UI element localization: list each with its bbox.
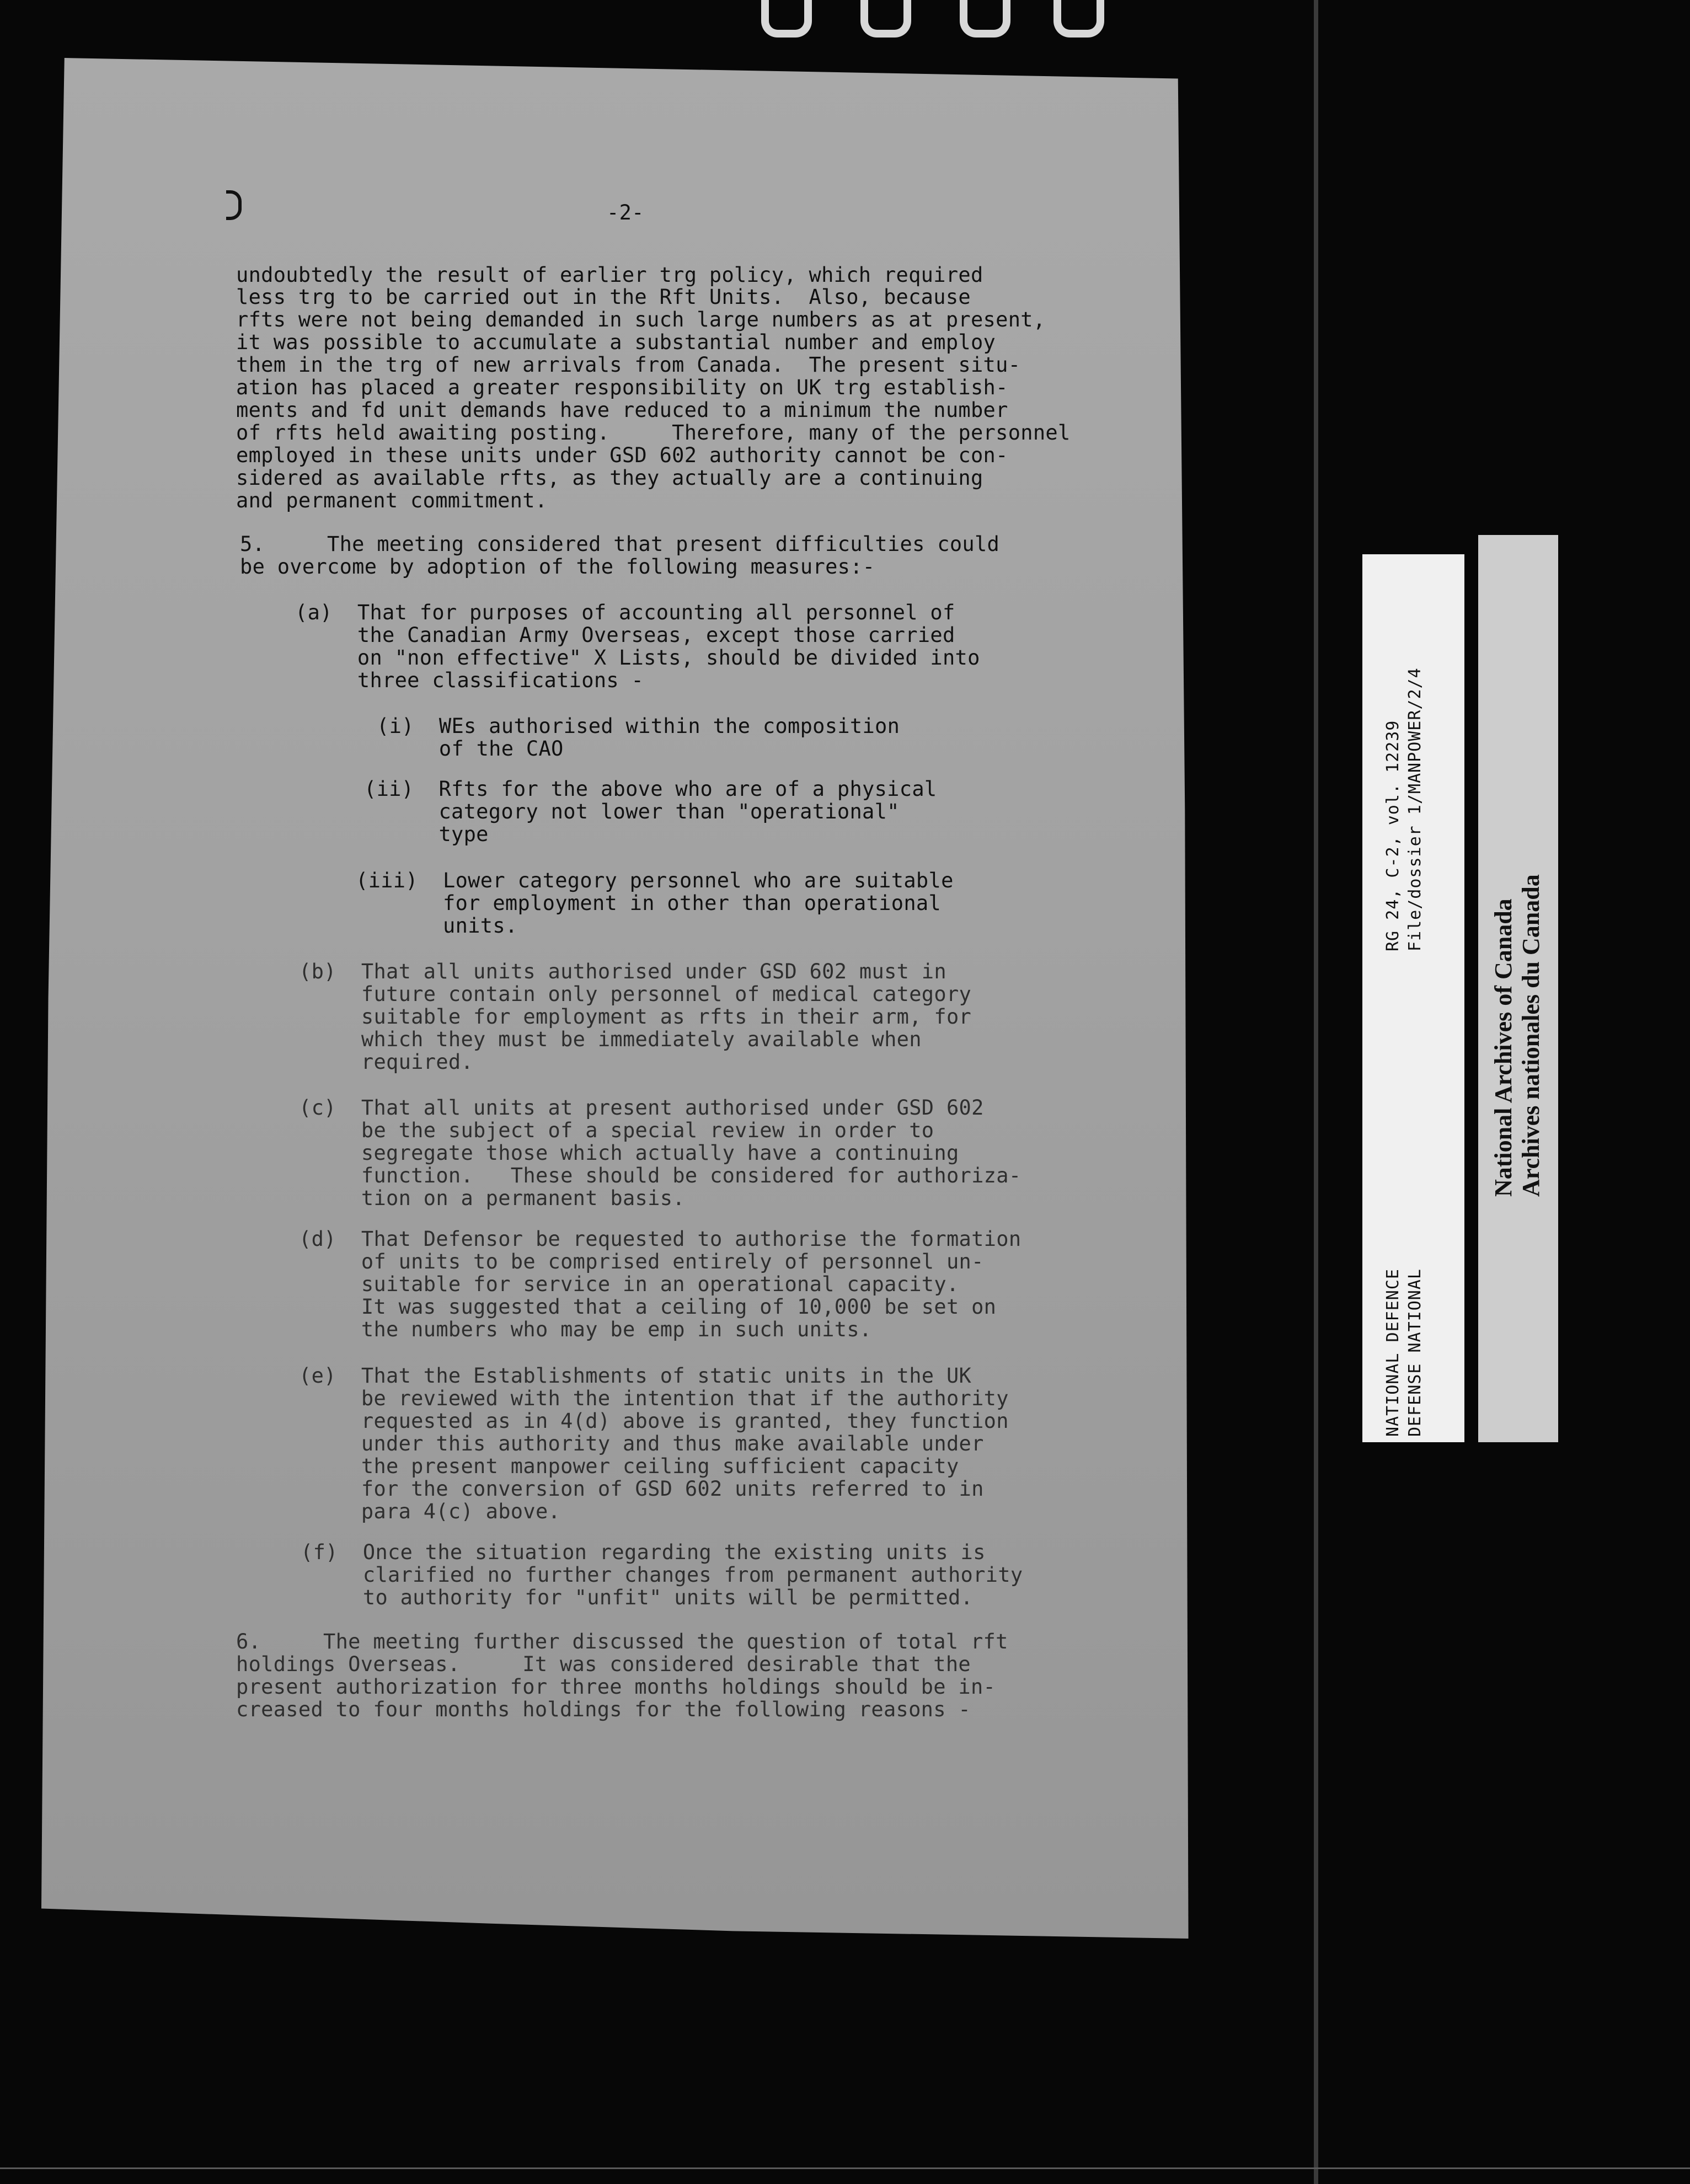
document-line: (d) That Defensor be requested to authorise the formation [299, 1227, 1022, 1251]
document-line: ments and fd unit demands have reduced to a minimum the number [236, 398, 1008, 422]
document-line: (e) That the Establishments of static units in the UK [299, 1364, 972, 1388]
document-line: creased to four months holdings for the following reasons - [236, 1698, 971, 1721]
margin-mark [226, 190, 242, 220]
document-line: suitable for employment as rfts in their arm, for [299, 1005, 972, 1029]
document-line: for employment in other than operational [356, 891, 942, 915]
document-line: requested as in 4(d) above is granted, they function [299, 1409, 1009, 1433]
document-line: be the subject of a special review in order to [299, 1118, 934, 1142]
document-line: them in the trg of new arrivals from Canada. The present situ- [236, 353, 1021, 377]
document-line: be overcome by adoption of the following measures:- [240, 555, 875, 579]
document-line: (a) That for purposes of accounting all personnel of [295, 601, 955, 624]
top-frame-marks [761, 0, 1114, 39]
document-line: the Canadian Army Overseas, except those carried [295, 623, 955, 647]
document-line: (b) That all units authorised under GSD 602 must in [299, 960, 946, 983]
document-line: on "non effective" X Lists, should be divided into [295, 646, 980, 670]
archive-reference-label [1362, 554, 1464, 1442]
document-line: three classifications - [295, 668, 644, 692]
document-line: and permanent commitment. [236, 489, 548, 512]
document-line: of units to be comprised entirely of personnel un- [299, 1250, 984, 1273]
document-line: the present manpower ceiling sufficient capacity [299, 1454, 959, 1478]
document-line: present authorization for three months holdings should be in- [236, 1675, 996, 1699]
document-line: undoubtedly the result of earlier trg policy, which required [236, 263, 983, 287]
document-line: (i) WEs authorised within the composition [377, 714, 900, 738]
page-number: -2- [607, 201, 644, 224]
document-line: tion on a permanent basis. [299, 1186, 685, 1210]
archives-name-english: National Archives of Canada [1490, 898, 1517, 1197]
document-line: (ii) Rfts for the above who are of a physical [364, 777, 937, 801]
document-line: it was possible to accumulate a substantial number and employ [236, 330, 996, 354]
document-line: holdings Overseas. It was considered desirable that the [236, 1652, 971, 1676]
archives-name-french: Archives nationales du Canada [1517, 874, 1544, 1197]
document-line: of the CAO [377, 737, 564, 761]
document-line: suitable for service in an operational capacity. [299, 1272, 959, 1296]
reference-line-1: RG 24, C-2, vol. 12239 [1383, 720, 1403, 951]
document-line: to authority for "unfit" units will be permitted. [301, 1586, 974, 1609]
film-edge-line [1314, 0, 1318, 2184]
document-line: (c) That all units at present authorised under GSD 602 [299, 1096, 984, 1120]
document-line: (f) Once the situation regarding the existing units is [301, 1540, 986, 1564]
document-line: It was suggested that a ceiling of 10,000 be set on [299, 1295, 997, 1319]
document-line: required. [299, 1050, 474, 1074]
document-line: rfts were not being demanded in such large numbers as at present, [236, 308, 1046, 331]
document-line: sidered as available rfts, as they actually are a continuing [236, 466, 983, 490]
document-line: 5. The meeting considered that present difficulties could [240, 532, 1000, 556]
document-line: (iii) Lower category personnel who are suitable [356, 869, 954, 892]
film-bottom-edge [0, 2167, 1690, 2169]
document-line: for the conversion of GSD 602 units referred to in [299, 1477, 984, 1501]
document-line: segregate those which actually have a continuing [299, 1141, 959, 1165]
document-line: type [364, 822, 489, 846]
document-line: future contain only personnel of medical category [299, 982, 972, 1006]
document-line: category not lower than "operational" [364, 800, 900, 823]
document-line: of rfts held awaiting posting. Therefore, many of the personnel [236, 421, 1071, 445]
document-line: clarified no further changes from permanent authority [301, 1563, 1023, 1587]
document-line: which they must be immediately available when [299, 1027, 922, 1051]
department-line-2: DEFENSE NATIONAL [1405, 1268, 1425, 1437]
document-line: employed in these units under GSD 602 authority cannot be con- [236, 443, 1008, 467]
document-line: under this authority and thus make available under [299, 1432, 984, 1455]
document-line: less trg to be carried out in the Rft Units. Also, because [236, 285, 971, 309]
document-line: para 4(c) above. [299, 1500, 561, 1523]
document-line: units. [356, 914, 518, 938]
document-line: 6. The meeting further discussed the question of total rft [236, 1630, 1008, 1653]
document-line: ation has placed a greater responsibility on UK trg establish- [236, 376, 1008, 399]
document-line: function. These should be considered for authoriza- [299, 1164, 1022, 1187]
reference-line-2: File/dossier 1/MANPOWER/2/4 [1405, 667, 1425, 951]
department-line-1: NATIONAL DEFENCE [1383, 1268, 1403, 1437]
document-line: the numbers who may be emp in such units. [299, 1318, 872, 1341]
document-line: be reviewed with the intention that if the authority [299, 1387, 1009, 1410]
archives-canada-label [1478, 535, 1558, 1442]
